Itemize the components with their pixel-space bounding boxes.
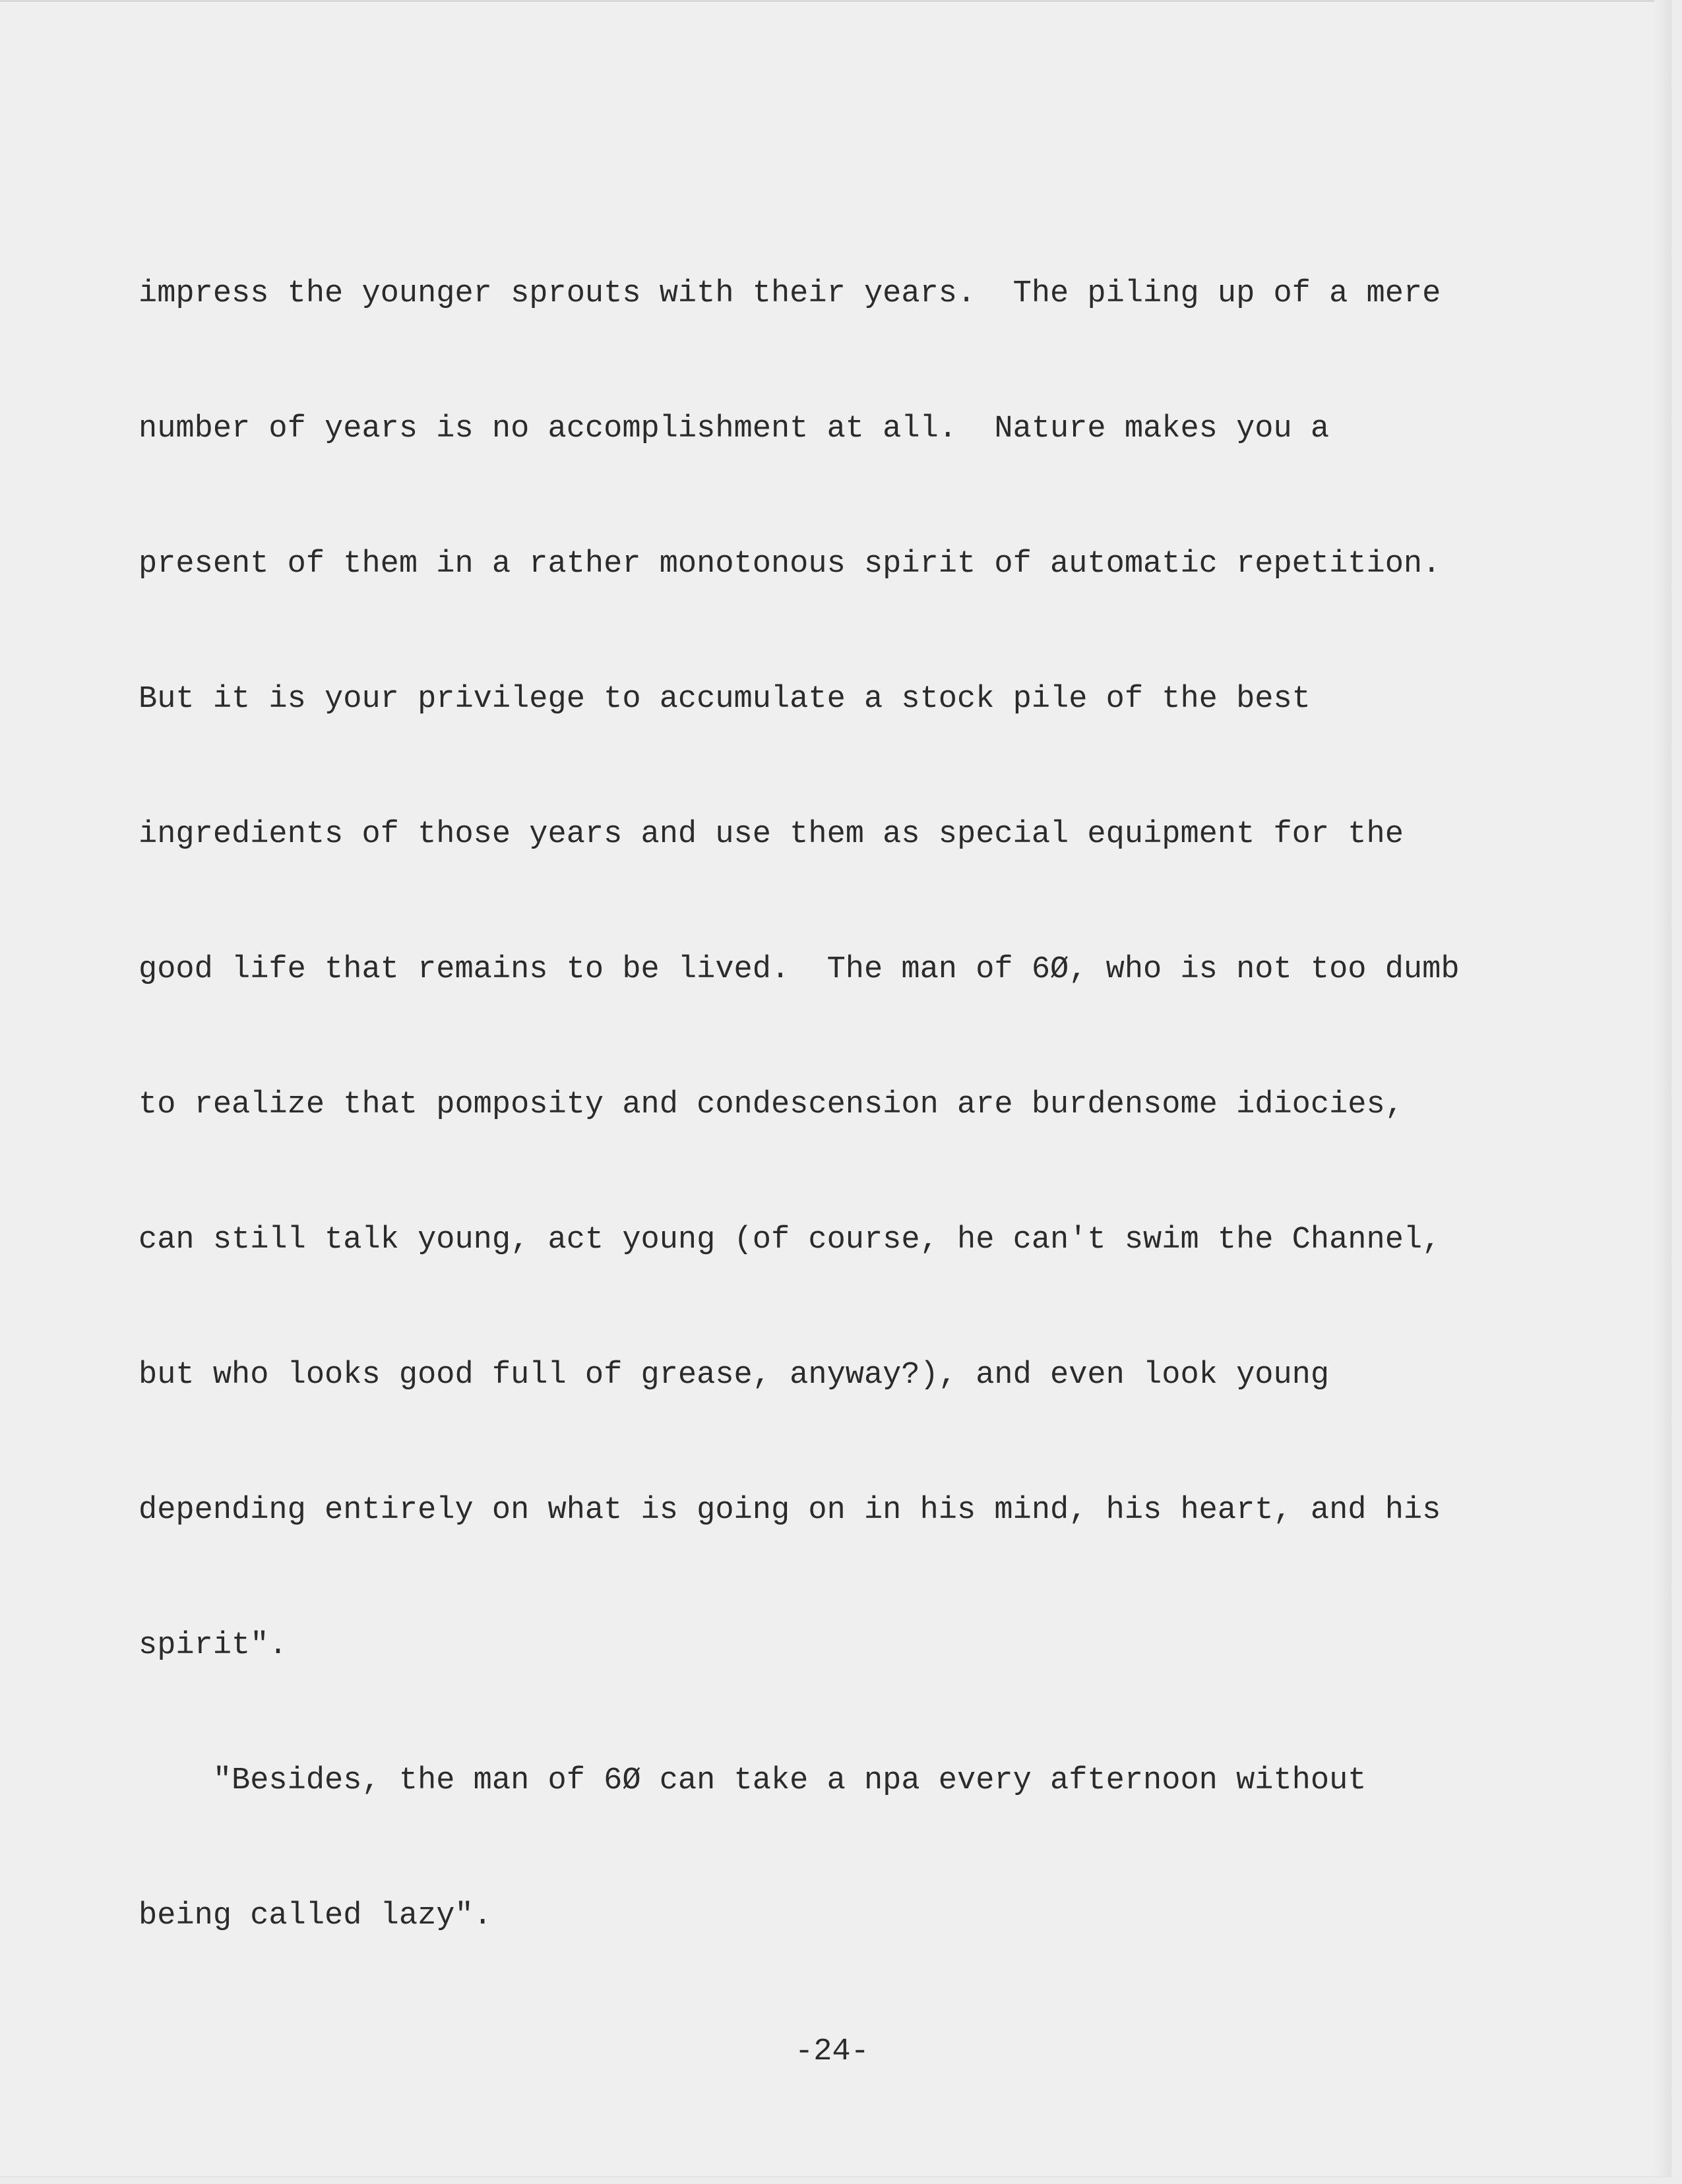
- text-line: impress the younger sprouts with their years. The piling up of a mere: [139, 276, 1441, 311]
- text-line: to realize that pomposity and condescension are burdensome idiocies,: [139, 1087, 1404, 1122]
- body-text: [139, 191, 1557, 2018]
- text-line: but who looks good full of grease, anyway?), and even look young: [139, 1358, 1330, 1393]
- text-line: being called lazy".: [139, 1898, 492, 1933]
- text-line: can still talk young, act young (of course, he can't swim the Channel,: [139, 1223, 1441, 1258]
- text-line: number of years is no accomplishment at all. Nature makes you a: [139, 411, 1330, 446]
- text-line: present of them in a rather monotonous spirit of automatic repetition.: [139, 547, 1441, 582]
- page-number: -24-: [795, 2034, 869, 2069]
- page-top-edge: [0, 0, 1670, 2]
- text-line: But it is your privilege to accumulate a stock pile of the best: [139, 682, 1311, 717]
- text-line: "Besides, the man of 6Ø can take a npa every afternoon without: [139, 1763, 1367, 1798]
- text-line: ingredients of those years and use them as special equipment for the: [139, 817, 1404, 852]
- page-right-shadow: [1654, 0, 1670, 2176]
- text-line: good life that remains to be lived. The man of 6Ø, who is not too dumb: [139, 952, 1460, 987]
- text-line: depending entirely on what is going on in his mind, his heart, and his: [139, 1493, 1441, 1528]
- text-line: spirit".: [139, 1628, 288, 1663]
